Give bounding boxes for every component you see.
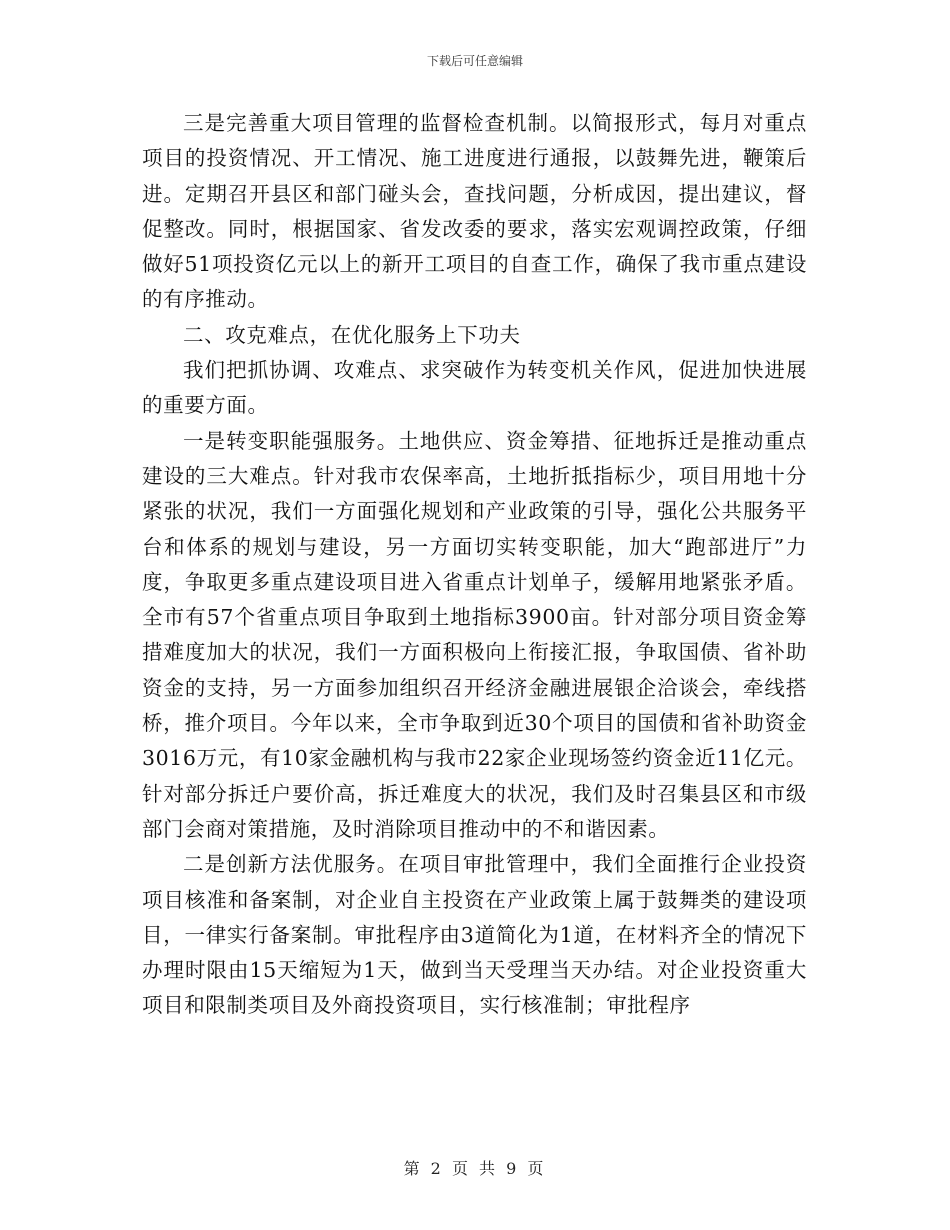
section-heading-2: 二、攻克难点，在优化服务上下功夫 [183, 322, 521, 347]
document-body [142, 106, 807, 1024]
paragraph-intro: 我们把抓协调、攻难点、求突破作为转变机关作风，促进加快进展的重要方面。 [142, 358, 807, 418]
page-number: 第 2 页 共 9 页 [403, 1159, 547, 1178]
page-header-note: 下载后可任意编辑 [426, 54, 523, 68]
paragraph-supervision: 三是完善重大项目管理的监督检查机制。以简报形式，每月对重点项目的投资情况、开工情况、施工进度进行通报，以鼓舞先进，鞭策后进。定期召开县区和部门碰头会，查找问题，分析成因，提出建议，督促整改。同时，根据国家、省发改委的要求，落实宏观调控政策，仔细做好51项投资亿元以上的新开工项目的自查工作，确保了我市重点建设的有序推动。 [142, 111, 807, 312]
paragraph-service-1: 一是转变职能强服务。土地供应、资金筹措、征地拆迁是推动重点建设的三大难点。针对我市农保率高，土地折抵指标少，项目用地十分紧张的状况，我们一方面强化规划和产业政策的引导，强化公共服务平台和体系的规划与建设，另一方面切实转变职能，加大“跑部进厅”力度，争取更多重点建设项目进入省重点计划单子，缓解用地紧张矛盾。全市有57个省重点项目争取到土地指标3900亩。针对部分项目资金筹措难度加大的状况，我们一方面积极向上衔接汇报，争取国债、省补助资金的支持，另一方面参加组织召开经济金融进展银企洽谈会，牵线搭桥，推介项目。今年以来，全市争取到近30个项目的国债和省补助资金3016万元，有10家金融机构与我市22家企业现场签约资金近11亿元。针对部分拆迁户要价高，拆迁难度大的状况，我们及时召集县区和市级部门会商对策措施，及时消除项目推动中的不和谐因素。 [142, 428, 807, 841]
paragraph-service-2: 二是创新方法优服务。在项目审批管理中，我们全面推行企业投资项目核准和备案制，对企业自主投资在产业政策上属于鼓舞类的建设项目，一律实行备案制。审批程序由3道简化为1道，在材料齐全的情况下办理时限由15天缩短为1天，做到当天受理当天办结。对企业投资重大项目和限制类项目及外商投资项目，实行核准制；审批程序 [142, 852, 807, 1018]
